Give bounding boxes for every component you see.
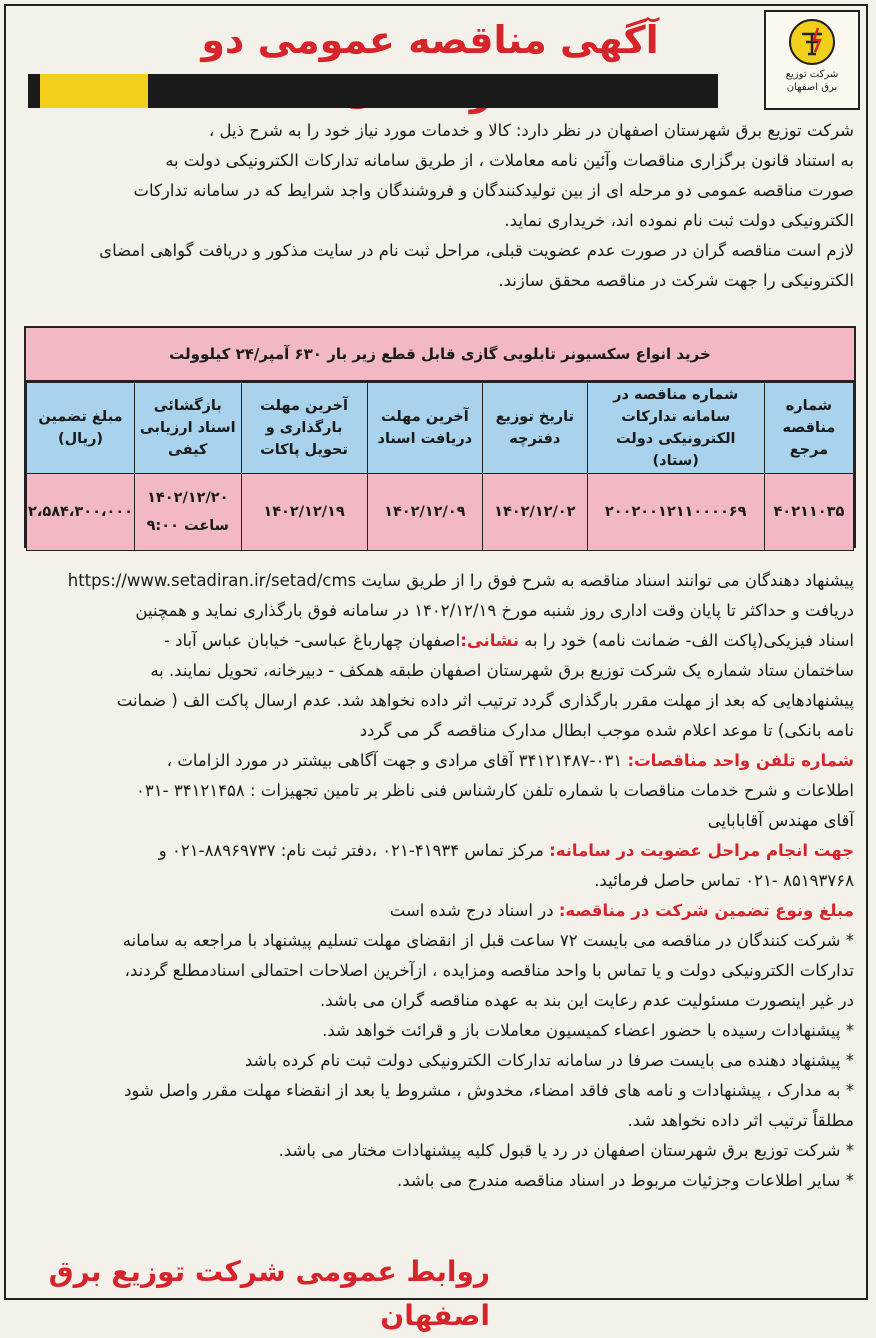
logo-line1: شرکت توزیع (785, 69, 839, 80)
tender-table (24, 326, 856, 548)
cell-receive-deadline: ۱۴۰۲/۱۲/۰۹ (367, 474, 482, 551)
bullet-line: * به مدارک ، پیشنهادات و نامه های فاقد امضاء، مخدوش ، مشروط یا بعد از انقضاء مهلت مقرر واصل شود (124, 1081, 854, 1100)
registration-text: مرکز تماس ۴۱۹۳۴-۰۲۱ ،دفتر ثبت نام: ۸۸۹۶۹۷۳۷-۰۲۱ و (158, 841, 544, 860)
body-line (22, 626, 854, 656)
opening-date: ۱۴۰۲/۱۲/۲۰ (147, 490, 229, 506)
registration-label: جهت انجام مراحل عضویت در سامانه: (549, 841, 854, 860)
body-line: نامه بانکی) تا موعد اعلام شده موجب ابطال مدارک مناقصه گر می گردد (359, 721, 854, 740)
table-title: خرید انواع سکسیونر تابلویی گازی قابل قطع زیر بار ۶۳۰ آمپر/۲۴ کیلوولت (26, 328, 854, 382)
cell-ref-number: ۴۰۲۱۱۰۳۵ (764, 474, 853, 551)
body-line (22, 836, 854, 866)
body-line: دریافت و حداکثر تا پایان وقت اداری روز شنبه مورخ ۱۴۰۲/۱۲/۱۹ در سامانه فوق بارگذاری نماید و همچنین (135, 601, 854, 620)
table-row (27, 474, 854, 551)
body-line: ۸۵۱۹۳۷۶۸ -۰۲۱ تماس حاصل فرمائید. (594, 871, 854, 890)
title-underline-bar (28, 74, 718, 108)
footer-signature: روابط عمومی شرکت توزیع برق اصفهان (48, 1255, 490, 1332)
intro-line: الکترونیکی را جهت شرکت در مناقصه محقق سازند. (498, 271, 854, 290)
cell-upload-deadline: ۱۴۰۲/۱۲/۱۹ (241, 474, 367, 551)
bullet-line: مطلقاً ترتیب اثر داده نخواهد شد. (627, 1111, 854, 1130)
bullet-line: * سایر اطلاعات وجزئیات مربوط در اسناد مناقصه مندرج می باشد. (397, 1171, 854, 1190)
cell-distribution-date: ۱۴۰۲/۱۲/۰۲ (483, 474, 588, 551)
bullet-line: * پیشنهاد دهنده می بایست صرفا در سامانه تدارکات الکترونیکی دولت ثبت نام کرده باشد (244, 1051, 854, 1070)
phone-label: شماره تلفن واحد مناقصات: (627, 751, 854, 770)
header-distribution-date: تاریخ توزیع دفترچه (483, 383, 588, 474)
intro-line: الکترونیکی دولت ثبت نام نموده اند، خریداری نماید. (504, 211, 854, 230)
cell-setad-number: ۲۰۰۲۰۰۱۲۱۱۰۰۰۰۶۹ (587, 474, 764, 551)
address-label: نشانی: (460, 631, 519, 650)
intro-paragraph (24, 116, 854, 296)
bullet-line: در غیر اینصورت مسئولیت عدم رعایت این بند به عهده مناقصه گران می باشد. (320, 991, 854, 1010)
setad-url-link[interactable]: https://www.setadiran.ir/setad/cms (67, 571, 357, 590)
intro-line: صورت مناقصه عمومی دو مرحله ای از بین تولیدکنندگان و فروشندگان واجد شرایط که در سامانه تدارکات (133, 181, 854, 200)
company-logo (764, 10, 860, 110)
guarantee-label: مبلغ ونوع تضمین شرکت در مناقصه: (558, 901, 854, 920)
body-line: آقای مهندس آقابابایی (707, 811, 854, 830)
body-text (22, 566, 854, 1196)
intro-line: لازم است مناقصه گران در صورت عدم عضویت قبلی، مراحل ثبت نام در سایت مذکور و دریافت گواهی امضای (99, 241, 854, 260)
header-receive-deadline: آخرین مهلت دریافت اسناد (367, 383, 482, 474)
intro-line: به استناد قانون برگزاری مناقصات وآئین نامه معاملات ، از طریق سامانه تدارکات الکترونیکی دولت به (165, 151, 854, 170)
p1-line3-b: اصفهان چهارباغ عباسی- خیابان عباس آباد - (163, 631, 461, 650)
cell-guarantee: ۲،۵۸۴،۳۰۰،۰۰۰ (27, 474, 135, 551)
body-line (22, 896, 854, 926)
body-line (22, 746, 854, 776)
phone-text: ۰۳۱-۳۴۱۲۱۴۸۷ آقای مرادی و جهت آگاهی بیشتر در مورد الزامات ، (166, 751, 623, 770)
header-upload-deadline: آخرین مهلت بارگذاری و تحویل پاکات (241, 383, 367, 474)
bullet-line: * شرکت توزیع برق شهرستان اصفهان در رد یا قبول کلیه پیشنهادات مختار می باشد. (278, 1141, 854, 1160)
header-guarantee: مبلغ تضمین (ریال) (27, 383, 135, 474)
cell-opening (135, 474, 241, 551)
body-line: اطلاعات و شرح خدمات مناقصات با شماره تلفن کارشناس فنی ناظر بر تامین تجهیزات : ۳۴۱۲۱۴۵۸ -۰۳۱ (136, 781, 854, 800)
body-line: ساختمان ستاد شماره یک شرکت توزیع برق شهرستان اصفهان طبقه همکف - دبیرخانه، تحویل نمایند. به (150, 661, 854, 680)
bullet-line: تدارکات الکترونیکی دولت و یا تماس با واحد مناقصه ومزایده ، ازآخرین اصلاحات احتمالی اسنادمطلع گردند، (124, 961, 854, 980)
guarantee-text: در اسناد درج شده است (389, 901, 554, 920)
notice-title: آگهی مناقصه عمومی دو (201, 18, 659, 62)
body-line: پیشنهادهایی که بعد از مهلت مقرر بارگذاری گردد ترتیب اثر داده نخواهد شد. عدم ارسال پاکت الف ( ضمانت (116, 691, 854, 710)
logo-line2: برق اصفهان (786, 82, 838, 93)
intro-line: شرکت توزیع برق شهرستان اصفهان در نظر دارد: کالا و خدمات مورد نیاز خود را به شرح ذیل ، (208, 121, 854, 140)
power-logo-icon (788, 18, 836, 66)
body-line (22, 566, 854, 596)
header-ref-number: شماره مناقصه مرجع (764, 383, 853, 474)
table-header-row (27, 383, 854, 474)
p1-prefix: پیشنهاد دهندگان می توانند اسناد مناقصه به شرح فوق را از طریق سایت (361, 571, 854, 590)
header-opening: بازگشائی اسناد ارزیابی کیفی (135, 383, 241, 474)
p1-line3-a: اسناد فیزیکی(پاکت الف- ضمانت نامه) خود را به (524, 631, 854, 650)
title-bar-accent (40, 74, 148, 108)
bullet-line: * پیشنهادات رسیده با حضور اعضاء کمیسیون معاملات باز و قرائت خواهد شد. (322, 1021, 854, 1040)
bullet-line: * شرکت کنندگان در مناقصه می بایست ۷۲ ساعت قبل از انقضای مهلت تسلیم پیشنهاد با مراجعه به سامانه (122, 931, 854, 950)
header-setad-number: شماره مناقصه در سامانه تدارکات الکترونیکی دولت (ستاد) (587, 383, 764, 474)
opening-time: ساعت ۹:۰۰ (146, 518, 229, 534)
